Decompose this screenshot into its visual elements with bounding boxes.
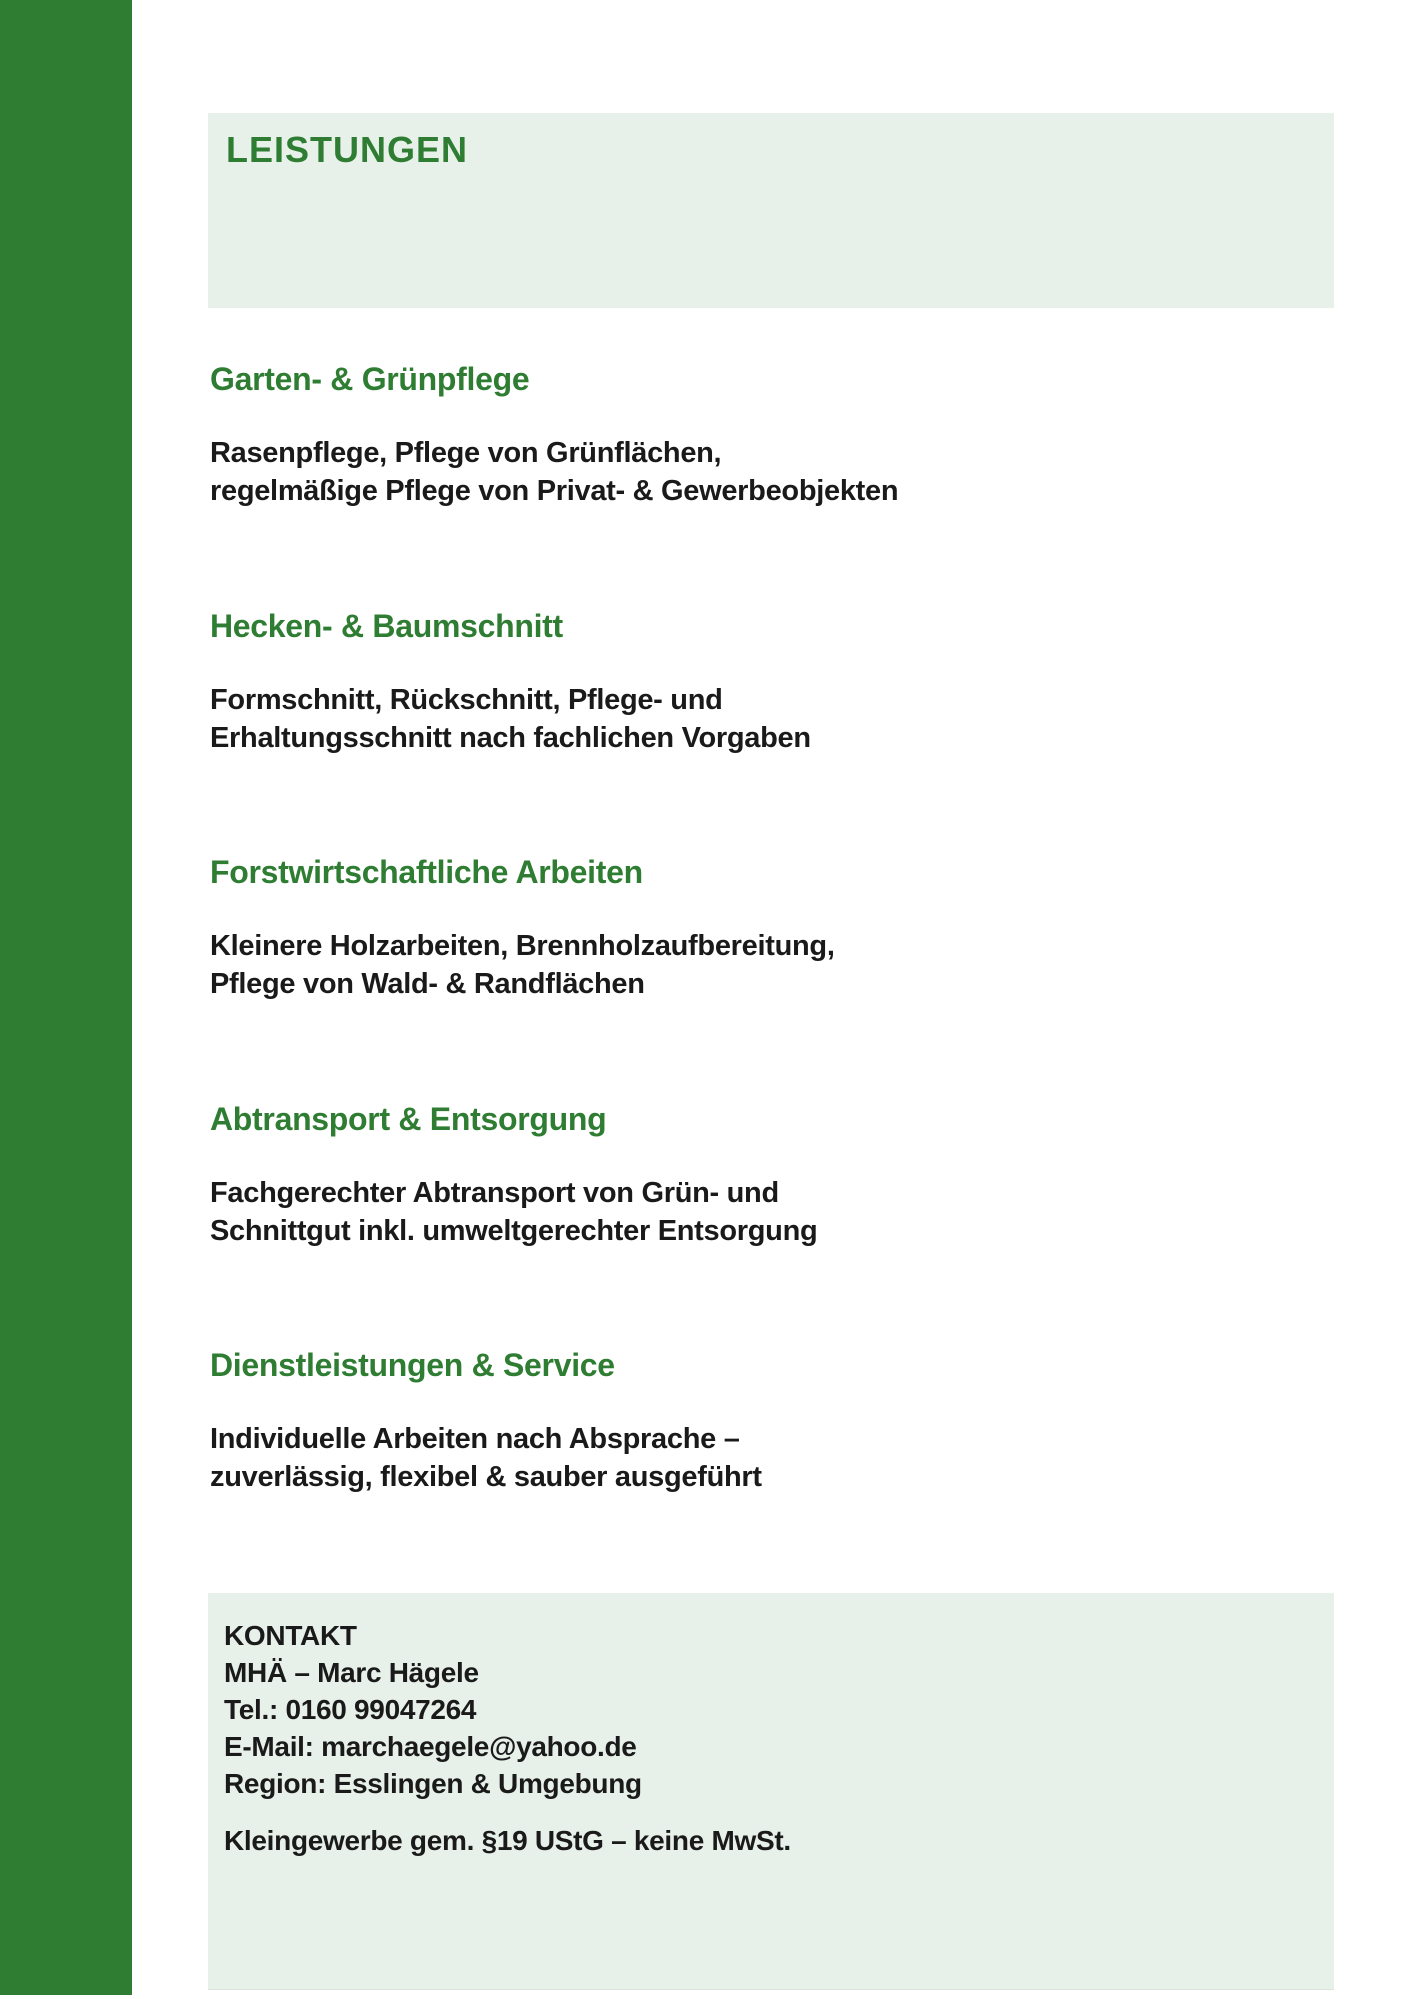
section-body-line-2: Erhaltungsschnitt nach fachlichen Vorgaben [210, 722, 811, 754]
section-heading: Hecken- & Baumschnitt [210, 608, 563, 644]
section-body-line-2: Schnittgut inkl. umweltgerechter Entsorgung [210, 1215, 818, 1247]
contact-heading: KONTAKT [224, 1620, 357, 1651]
section-body [210, 1174, 1320, 1250]
section-body [210, 434, 1320, 510]
section-body [210, 927, 1320, 1003]
section-heading: Garten- & Grünpflege [210, 361, 530, 397]
section-body [210, 681, 1320, 757]
contact-region: Region: Esslingen & Umgebung [224, 1768, 642, 1799]
section-heading: Forstwirtschaftliche Arbeiten [210, 854, 643, 890]
section-body-line-2: regelmäßige Pflege von Privat- & Gewerbeobjekten [210, 475, 899, 507]
section-forstwirtschaft [210, 853, 1320, 1003]
section-body [210, 1420, 1320, 1496]
section-dienstleistungen-service [210, 1346, 1320, 1496]
section-body-line-2: Pflege von Wald- & Randflächen [210, 968, 645, 1000]
section-body-line-2: zuverlässig, flexibel & sauber ausgeführt [210, 1461, 762, 1493]
section-garten-gruenpflege [210, 360, 1320, 510]
section-body-line-1: Formschnitt, Rückschnitt, Pflege- und [210, 684, 723, 716]
contact-phone: Tel.: 0160 99047264 [224, 1694, 477, 1725]
section-body-line-1: Individuelle Arbeiten nach Absprache – [210, 1423, 740, 1455]
contact-name: MHÄ – Marc Hägele [224, 1657, 479, 1688]
section-heading: Dienstleistungen & Service [210, 1347, 615, 1383]
section-body-line-1: Rasenpflege, Pflege von Grünflächen, [210, 437, 722, 469]
contact-email: E-Mail: marchaegele@yahoo.de [224, 1731, 637, 1762]
contact-panel [208, 1593, 1334, 1990]
section-body-line-1: Fachgerechter Abtransport von Grün- und [210, 1177, 779, 1209]
page-title: LEISTUNGEN [226, 129, 469, 170]
section-hecken-baumschnitt [210, 607, 1320, 757]
section-body-line-1: Kleinere Holzarbeiten, Brennholzaufbereitung, [210, 930, 835, 962]
services-title-panel [208, 113, 1334, 308]
section-abtransport-entsorgung [210, 1100, 1320, 1250]
tax-note: Kleingewerbe gem. §19 UStG – keine MwSt. [224, 1825, 791, 1856]
section-heading: Abtransport & Entsorgung [210, 1101, 607, 1137]
sidebar-accent-bar [0, 0, 132, 1995]
